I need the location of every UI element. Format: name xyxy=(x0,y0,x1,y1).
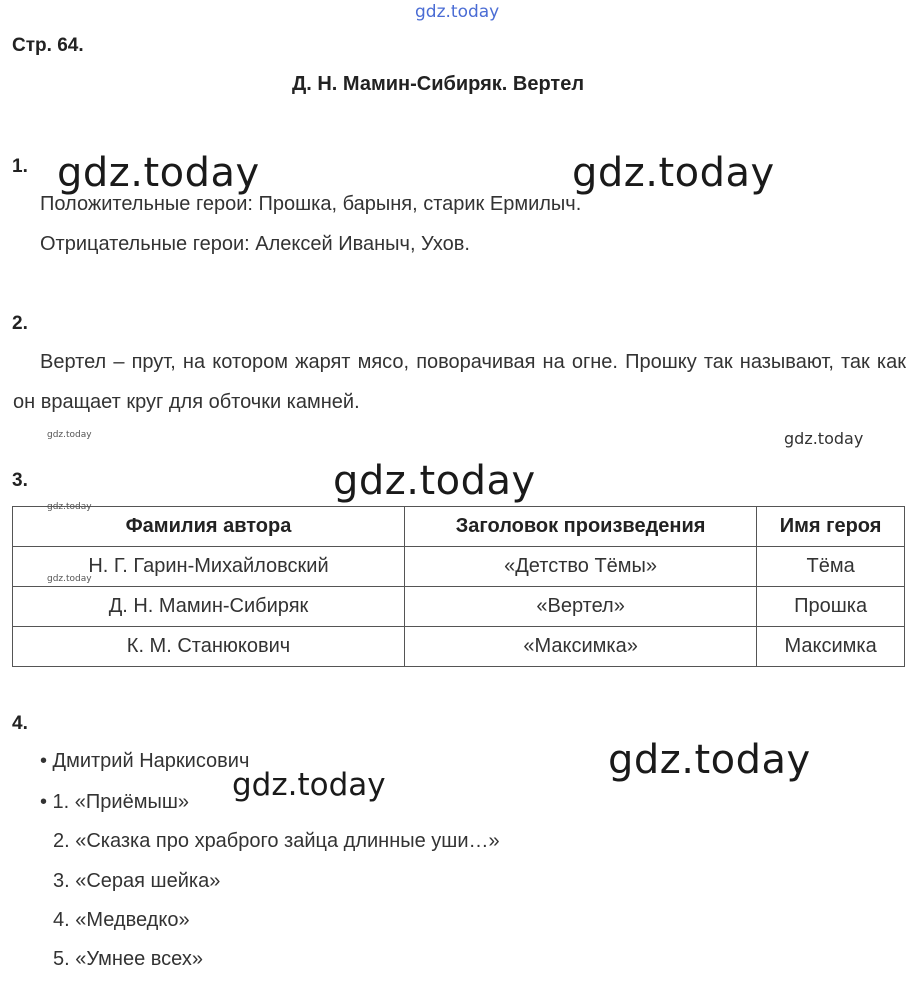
cell-hero: Тёма xyxy=(757,547,905,587)
watermark-tiny: gdz.today xyxy=(47,430,92,440)
header-hero: Имя героя xyxy=(757,507,905,547)
table-header-row xyxy=(13,507,905,547)
cell-author: К. М. Станюкович xyxy=(13,627,405,667)
task-number-1: 1. xyxy=(12,156,28,177)
header-work: Заголовок произведения xyxy=(405,507,757,547)
task-number-3: 3. xyxy=(12,470,28,491)
negative-heroes: Отрицательные герои: Алексей Иваныч, Ухов. xyxy=(40,233,470,255)
watermark: gdz.today xyxy=(232,767,386,803)
page-label: Стр. 64. xyxy=(12,35,84,56)
cell-hero: Прошка xyxy=(757,587,905,627)
list-item: 2. «Сказка про храброго зайца длинные уши…» xyxy=(53,830,500,852)
watermark: gdz.today xyxy=(57,150,260,196)
watermark-top: gdz.today xyxy=(415,2,500,22)
watermark-tiny: gdz.today xyxy=(47,502,92,512)
list-item: • Дмитрий Наркисович xyxy=(40,750,250,772)
cell-author: Д. Н. Мамин-Сибиряк xyxy=(13,587,405,627)
task-number-4: 4. xyxy=(12,713,28,734)
table-row xyxy=(13,627,905,667)
cell-work: «Вертел» xyxy=(405,587,757,627)
task-number-2: 2. xyxy=(12,313,28,334)
cell-work: «Максимка» xyxy=(405,627,757,667)
watermark-small: gdz.today xyxy=(784,429,864,448)
cell-author: Н. Г. Гарин-Михайловский xyxy=(13,547,405,587)
page-title: Д. Н. Мамин-Сибиряк. Вертел xyxy=(292,73,585,95)
watermark: gdz.today xyxy=(608,737,811,783)
positive-heroes: Положительные герои: Прошка, барыня, старик Ермилыч. xyxy=(40,193,582,215)
cell-work: «Детство Тёмы» xyxy=(405,547,757,587)
cell-hero: Максимка xyxy=(757,627,905,667)
list-item: 4. «Медведко» xyxy=(53,909,190,931)
watermark: gdz.today xyxy=(572,150,775,196)
table-row xyxy=(13,547,905,587)
list-item: • 1. «Приёмыш» xyxy=(40,791,190,813)
watermark-tiny: gdz.today xyxy=(47,574,92,584)
vertel-definition: Вертел – прут, на котором жарят мясо, поворачивая на огне. Прошку так называют, так как он вращает круг для обточки камней. xyxy=(13,351,906,413)
list-item: 5. «Умнее всех» xyxy=(53,948,203,970)
authors-table xyxy=(12,506,905,667)
header-author: Фамилия автора xyxy=(13,507,405,547)
list-item: 3. «Серая шейка» xyxy=(53,870,221,892)
table-row xyxy=(13,587,905,627)
watermark: gdz.today xyxy=(333,458,536,504)
